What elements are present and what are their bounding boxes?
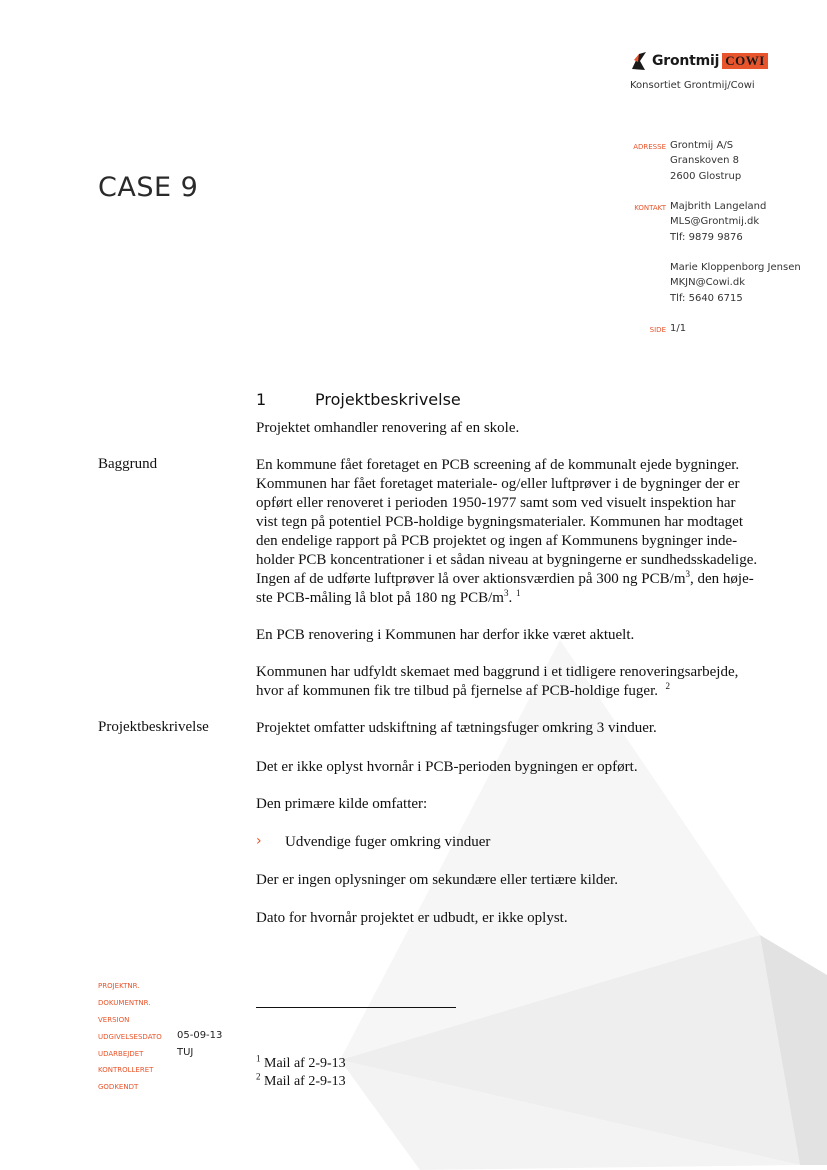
baggrund-text: ste PCB-måling lå blot på 180 ng PCB/m	[256, 590, 504, 606]
baggrund-line	[256, 682, 796, 701]
adresse-line: 2600 Glostrup	[670, 170, 742, 182]
superscript: 3	[685, 569, 690, 579]
baggrund-line: opført eller renoveret i perioden 1950-1977 samt som ved visuelt inspektion har	[256, 495, 736, 511]
projektnr-label: PROJEKTNR.	[98, 982, 140, 990]
projekt-para4: Der er ingen oplysninger om sekundære eller tertiære kilder.	[256, 872, 618, 888]
baggrund-line: Kommunen har fået foretaget materiale- og/eller luftprøver i de bygninger der er	[256, 476, 740, 492]
footnote-text: Mail af 2-9-13	[264, 1074, 346, 1089]
kontakt-block-1	[670, 199, 766, 245]
godkendt-label: GODKENDT	[98, 1083, 139, 1091]
bullet-item	[256, 832, 262, 850]
company-logo	[630, 50, 770, 72]
section-heading	[256, 390, 461, 409]
baggrund-line: holder PCB koncentrationer i et sådan niveau at bygningerne er sundhedsskadelige.	[256, 552, 758, 568]
udarbejdet-value: TUJ	[177, 1047, 194, 1058]
side-value: 1/1	[670, 323, 687, 334]
grontmij-logo-icon	[630, 51, 648, 71]
projekt-para3: Den primære kilde omfatter:	[256, 796, 428, 812]
side-label: SIDE	[649, 326, 666, 334]
footnote-number: 2	[256, 1071, 261, 1082]
baggrund-text: hvor af kommunen fik tre tilbud på fjernelse af PCB-holdige fuger.	[256, 683, 658, 699]
udgivelsesdato-value: 05-09-13	[177, 1030, 223, 1041]
adresse-block	[670, 138, 741, 184]
adresse-line: Grontmij A/S	[670, 140, 734, 151]
konsortiet-text: Konsortiet Grontmij/Cowi	[630, 80, 755, 91]
section-title: Projektbeskrivelse	[315, 390, 461, 409]
footnote-number: 1	[256, 1053, 261, 1064]
kontakt-email: MLS@Grontmij.dk	[670, 216, 760, 228]
projekt-para2: Det er ikke oplyst hvornår i PCB-perioden bygningen er opført.	[256, 759, 638, 775]
kontakt-email: MKJN@Cowi.dk	[670, 277, 745, 289]
baggrund-label: Baggrund	[98, 456, 158, 472]
baggrund-line: Kommunen har udfyldt skemaet med baggrund i et tidligere renoveringsarbejde,	[256, 664, 739, 680]
baggrund-text: , den høje-	[690, 571, 754, 587]
footnote-ref: 2	[665, 681, 670, 691]
version-label: VERSION	[98, 1016, 130, 1024]
logo-cowi-text: COWI	[722, 53, 768, 69]
adresse-line: Granskoven 8	[670, 155, 740, 167]
baggrund-line: den endelige rapport på PCB projektet og ingen af Kommunens bygninger inde-	[256, 533, 738, 549]
udgivelsesdato-label: UDGIVELSESDATO	[98, 1033, 162, 1041]
baggrund-line: vist tegn på potentiel PCB-holdige bygningsmaterialer. Kommunen har modtaget	[256, 514, 743, 530]
section-number: 1	[256, 390, 267, 409]
baggrund-text: Ingen af de udførte luftprøver lå over aktionsværdien på 300 ng PCB/m	[256, 571, 686, 587]
projekt-label: Projektbeskrivelse	[98, 719, 209, 735]
page-title: CASE 9	[98, 172, 199, 203]
kontrolleret-label: KONTROLLERET	[98, 1066, 154, 1074]
kontakt-block-2	[670, 260, 801, 306]
projekt-para1: Projektet omfatter udskiftning af tætningsfuger omkring 3 vinduer.	[256, 720, 657, 736]
footnote-text: Mail af 2-9-13	[264, 1056, 346, 1071]
bullet-chevron-icon: ›	[256, 833, 262, 849]
kontakt-name: Majbrith Langeland	[670, 201, 767, 212]
footnote	[256, 1053, 346, 1072]
udarbejdet-label: UDARBEJDET	[98, 1050, 144, 1058]
bullet-text: Udvendige fuger omkring vinduer	[285, 834, 491, 850]
dokumentnr-label: DOKUMENTNR.	[98, 999, 151, 1007]
baggrund-para3	[256, 663, 796, 701]
baggrund-line	[256, 589, 796, 608]
kontakt-phone: Tlf: 9879 9876	[670, 231, 743, 243]
superscript: 3	[503, 588, 509, 598]
baggrund-text: .	[508, 590, 513, 606]
adresse-label: ADRESSE	[633, 143, 666, 151]
kontakt-label: KONTAKT	[634, 204, 666, 212]
baggrund-paragraph	[256, 456, 796, 608]
kontakt-name: Marie Kloppenborg Jensen	[670, 262, 801, 273]
footnote	[256, 1071, 346, 1090]
footnote-divider	[256, 1007, 456, 1008]
footnote-ref: 1	[515, 588, 521, 598]
section-intro: Projektet omhandler renovering af en skole.	[256, 420, 520, 436]
baggrund-line: En kommune fået foretaget en PCB screening af de kommunalt ejede bygninger.	[256, 457, 740, 473]
baggrund-para2: En PCB renovering i Kommunen har derfor ikke været aktuelt.	[256, 627, 635, 643]
baggrund-line	[256, 570, 796, 589]
logo-grontmij-text: Grontmij	[652, 53, 720, 69]
projekt-para5: Dato for hvornår projektet er udbudt, er ikke oplyst.	[256, 910, 568, 926]
kontakt-phone: Tlf: 5640 6715	[670, 292, 743, 304]
